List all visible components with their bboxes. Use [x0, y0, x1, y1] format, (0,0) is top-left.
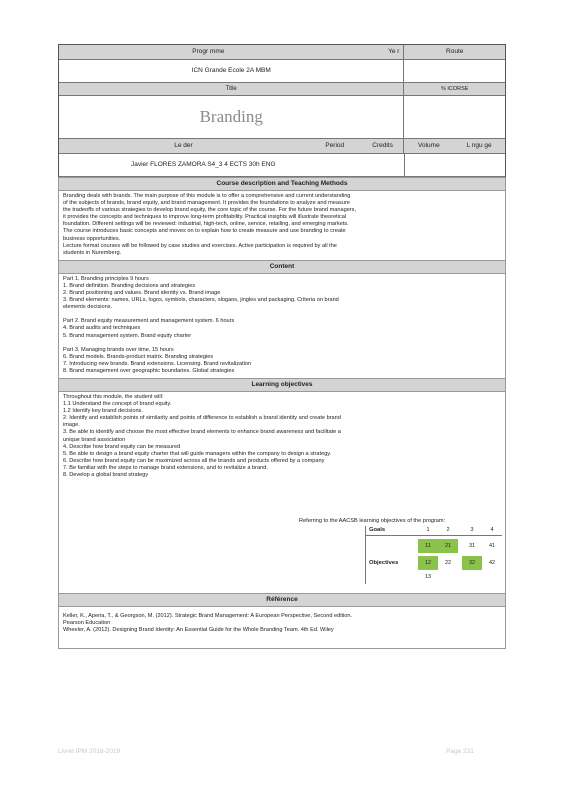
title-label: Title — [59, 83, 403, 95]
goal-col-3: 3 — [470, 526, 474, 533]
content-heading: Content — [58, 260, 506, 274]
objectives-label: Objectives — [369, 559, 399, 566]
objective-line: 1.1 Understand the concept of brand equity. — [63, 401, 172, 408]
content-line: Part 1. Branding principles 9 hours — [63, 275, 149, 282]
objective-line: 4. Describe how brand equity can be measured — [63, 443, 181, 450]
content-line: elements decisions. — [63, 304, 113, 311]
objective-cell-41: 41 — [488, 542, 496, 549]
reference-line: Keller, K., Aperia, T., & Georgson, M. (2012). Strategic Brand Management: A European Perspective, Second edition. — [63, 612, 353, 619]
goals-label: Goals — [369, 526, 386, 533]
reference-body — [58, 607, 506, 649]
reference-line: Pearson Education — [63, 620, 111, 627]
leader-value: Javier FLORES ZAMORA S4_3 4 ECTS 30h ENG — [131, 161, 276, 168]
description-line: Lecture format courses will be followed by case studies and exercises. Active participation is required by all the — [63, 242, 337, 249]
objective-line: 2. Identify and establish points of similarity and points of difference to establish a brand identity and create brand — [63, 415, 341, 422]
leader-label: Le der — [59, 139, 308, 153]
objectives-body — [58, 392, 506, 593]
content-line: 1. Brand definition. Branding decisions and strategies — [63, 282, 196, 289]
goal-col-1: 1 — [426, 526, 430, 533]
description-line: The course introduces basic concepts and moves on to explain how to create measure and use branding to create — [63, 228, 346, 235]
content-line: 6. Brand models. Brands-product matrix. Branding strategies — [63, 353, 214, 360]
objective-line: image. — [63, 422, 80, 429]
description-line: business opportunities. — [63, 235, 121, 242]
content-line: 3. Brand elements: names, URLs, logos, symbols, characters, slogans, jingles and packaging. Criteria on brand — [63, 297, 339, 304]
content-line: 5. Brand management system. Brand equity charter — [63, 332, 192, 339]
description-line: it provides the concepts and techniques to improve long-term profitability. Practical insights will illustrate theoretical — [63, 214, 347, 221]
content-line: 7. Introducing new brands. Brand extensions. Licensing. Brand revitalization — [63, 360, 252, 367]
objective-line: 6. Describe how brand equity can be maximized across all the brands and products offered by a company — [63, 457, 325, 464]
route-value — [403, 60, 505, 82]
description-line: Branding deals with brands. The main purpose of this module is to offer a comprehensive and current understanding — [63, 193, 351, 199]
aacsb-matrix — [365, 526, 502, 584]
objective-line: 1.2 Identify key brand decisions. — [63, 408, 143, 415]
course-title: Branding — [199, 107, 263, 126]
description-line: the tradeoffs of various strategies to develop brand equity, the core topic of the course. For the future brand managers, — [63, 207, 357, 214]
objective-line: Throughout this module, the student will: — [63, 393, 164, 400]
content-line: 8. Brand management over geographic boundaries. Global strategies — [63, 367, 235, 374]
objective-cell-13: 13 — [424, 573, 432, 580]
objective-cell-32: 32 — [462, 556, 482, 570]
objective-line: 7. Be familiar with the steps to manage brand extensions, and to revitalize a brand. — [63, 464, 268, 471]
credits-label: Credits — [362, 139, 404, 153]
language-label: L ngu ge — [453, 139, 505, 153]
period-label: Period — [308, 139, 362, 153]
aacsb-note: Referring to the AACSB learning objectives of the program: — [299, 517, 446, 524]
objective-cell-42: 42 — [488, 559, 496, 566]
objective-line: unique brand association — [63, 436, 126, 443]
footer-page-number: Page 231 — [446, 748, 474, 755]
objective-cell-22: 22 — [444, 559, 452, 566]
description-heading: Course description and Teaching Methods — [58, 177, 506, 191]
content-body — [58, 274, 506, 378]
content-line: 4. Brand audits and techniques — [63, 325, 141, 332]
syllabus-page — [58, 44, 506, 649]
content-line: 2. Brand positioning and values. Brand identity vs. Brand image — [63, 290, 221, 297]
goal-col-2: 2 — [446, 526, 450, 533]
description-body — [58, 191, 506, 260]
reference-heading: Référence — [58, 593, 506, 607]
volume-value — [404, 154, 454, 176]
objective-cell-21: 21 — [438, 539, 458, 553]
footer-left: Livret IPM 2018-2019 — [58, 748, 121, 755]
description-line: of the subjects of brands, brand equity, and brand management. It provides the foundations to analyze and measure — [63, 200, 350, 207]
programme-value: ICN Grande Ecole 2A MBM — [191, 67, 271, 74]
programme-label: Progr mme — [59, 45, 358, 59]
objective-line: 8. Develop a global brand strategy — [63, 472, 149, 478]
objective-line: 3. Be able to identify and choose the most effective brand elements to enhance brand awareness and facilitate a — [63, 429, 341, 436]
volume-label: Volume — [403, 139, 453, 153]
objectives-heading: Learning objectives — [58, 378, 506, 392]
route-label: Route — [403, 45, 505, 59]
title-right-value — [403, 96, 505, 138]
description-line: foundation. Different settings will be reviewed: industrial, high-tech, online, service, retailing, and emerging markets. — [63, 221, 349, 228]
reference-line: Wheeler, A. (2012). Designing Brand Identity: An Essential Guide for the Whole Branding Team. 4th Ed. Wiley — [63, 627, 334, 634]
language-value — [453, 154, 505, 176]
header-table — [58, 44, 506, 177]
content-line: Part 3. Managing brands over time. 15 hours — [63, 346, 174, 353]
objective-cell-11: 11 — [418, 539, 438, 553]
objective-line: 5. Be able to design a brand equity charter that will guide managers within the company to design a strategy. — [63, 450, 332, 457]
year-label: Ye r — [358, 45, 404, 59]
objective-cell-31: 31 — [468, 542, 476, 549]
objective-cell-12: 12 — [418, 556, 438, 570]
content-line: Part 2. Brand equity measurement and management system. 6 hours — [63, 318, 235, 325]
title-right-label: % ICORSE — [403, 83, 505, 95]
goal-col-4: 4 — [490, 526, 494, 533]
description-line: students in Nuremberg. — [63, 249, 122, 256]
